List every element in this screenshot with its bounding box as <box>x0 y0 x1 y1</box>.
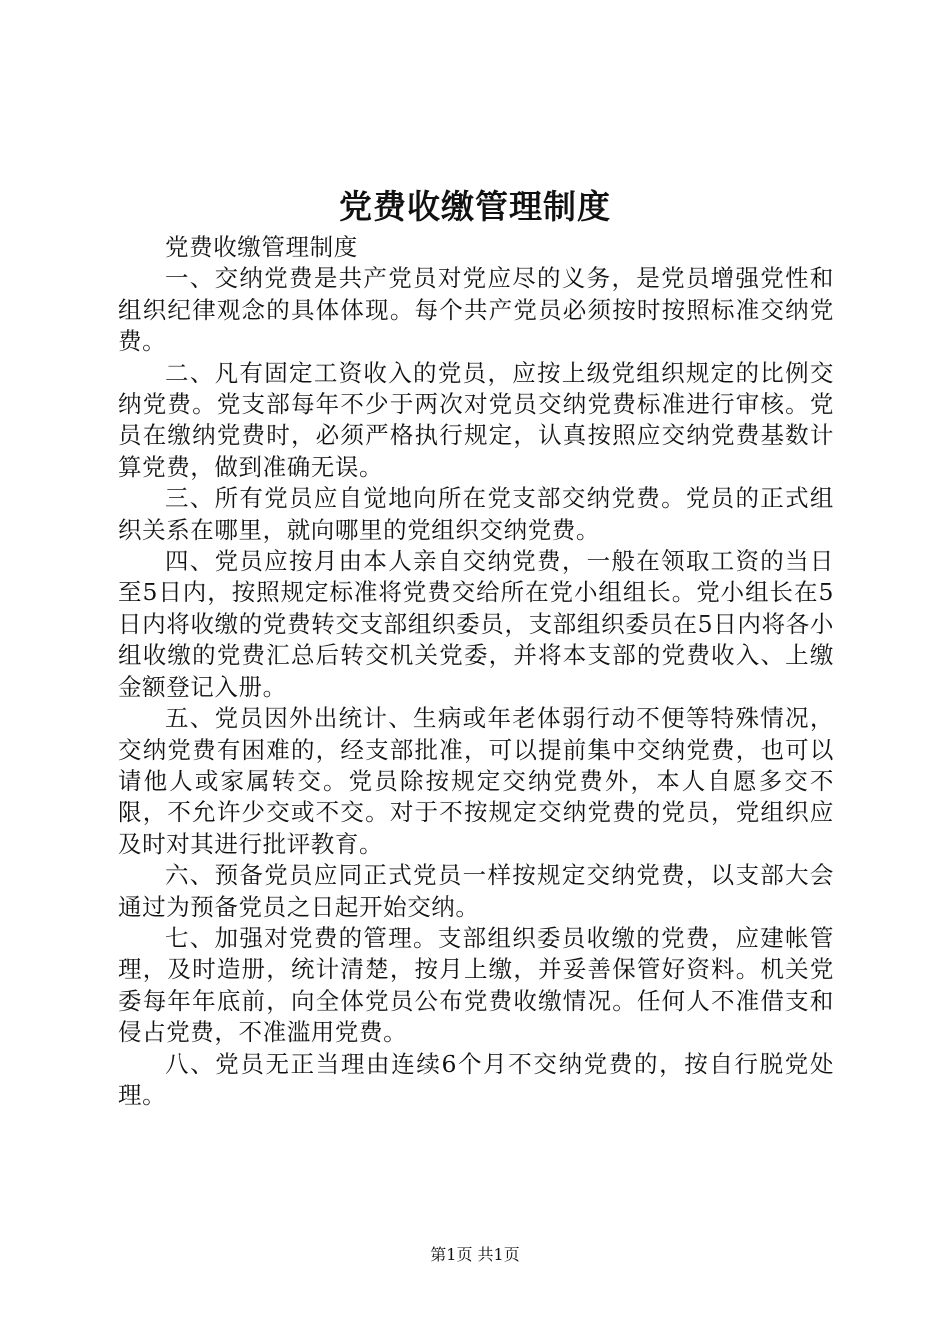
page-footer: 第1页 共1页 <box>430 1245 520 1264</box>
paragraph-6: 六、预备党员应同正式党员一样按规定交纳党费，以支部大会通过为预备党员之日起开始交纳。 <box>118 861 834 921</box>
paragraph-5: 五、党员因外出统计、生病或年老体弱行动不便等特殊情况，交纳党费有困难的，经支部批准，可以提前集中交纳党费，也可以请他人或家属转交。党员除按规定交纳党费外，本人自愿多交不限，不允许少交或不交。对于不按规定交纳党费的党员，党组织应及时对其进行批评教育。 <box>118 704 834 858</box>
paragraph-heading: 党费收缴管理制度 <box>165 233 358 261</box>
paragraph-8: 八、党员无正当理由连续6个月不交纳党费的，按自行脱党处理。 <box>118 1049 834 1109</box>
paragraph-1: 一、交纳党费是共产党员对党应尽的义务，是党员增强党性和组织纪律观念的具体体现。每个共产党员必须按时按照标准交纳党费。 <box>118 264 834 356</box>
paragraph-2: 二、凡有固定工资收入的党员，应按上级党组织规定的比例交纳党费。党支部每年不少于两次对党员交纳党费标准进行审核。党员在缴纳党费时，必须严格执行规定，认真按照应交纳党费基数计算党费，做到准确无误。 <box>118 358 834 481</box>
paragraph-4: 四、党员应按月由本人亲自交纳党费，一般在领取工资的当日至5日内，按照规定标准将党费交给所在党小组组长。党小组长在5日内将收缴的党费转交支部组织委员，支部组织委员在5日内将各小组收缴的党费汇总后转交机关党委，并将本支部的党费收入、上缴金额登记入册。 <box>118 547 834 701</box>
document-title: 党费收缴管理制度 <box>339 187 611 226</box>
paragraph-3: 三、所有党员应自觉地向所在党支部交纳党费。党员的正式组织关系在哪里，就向哪里的党组织交纳党费。 <box>118 484 834 544</box>
document-body <box>118 232 834 1111</box>
paragraph-7: 七、加强对党费的管理。支部组织委员收缴的党费，应建帐管理，及时造册，统计清楚，按月上缴，并妥善保管好资料。机关党委每年年底前，向全体党员公布党费收缴情况。任何人不准借支和侵占党费，不准滥用党费。 <box>118 923 834 1047</box>
